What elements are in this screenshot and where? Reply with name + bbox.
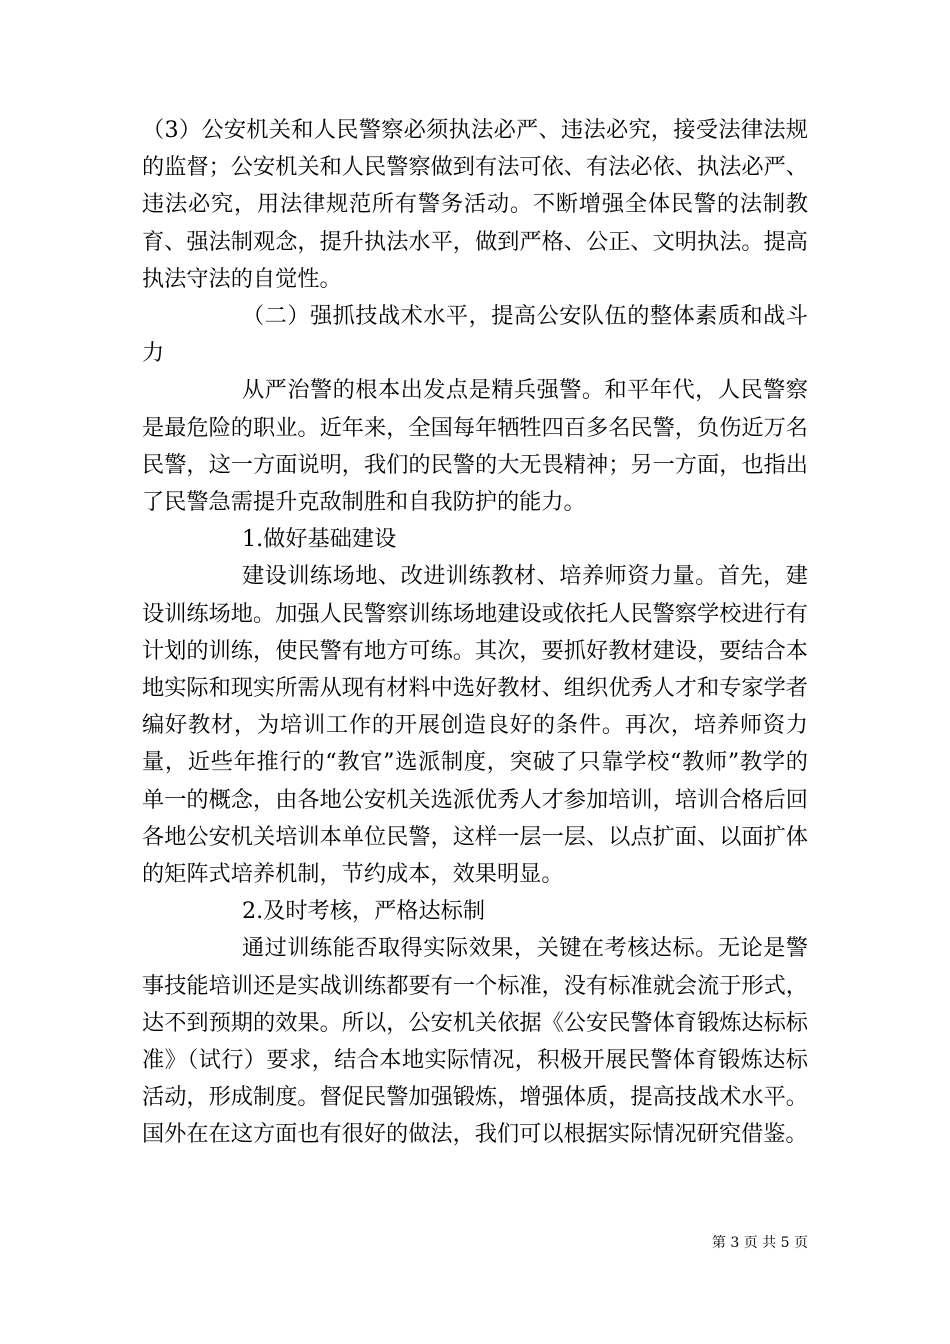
paragraph-elite-police: 从严治警的根本出发点是精兵强警。和平年代，人民警察是最危险的职业。近年来，全国每年牺牲四百多名民警，负伤近万名民警，这一方面说明，我们的民警的大无畏精神；另一方面，也指出了民警急需提升克敌制胜和自我防护的能力。 [142,377,808,516]
document-body [142,112,808,1154]
paragraph-training-facilities: 建设训练场地、改进训练教材、培养师资力量。首先，建设训练场地。加强人民警察训练场地建设或依托人民警察学校进行有计划的训练，使民警有地方可练。其次，要抓好教材建设，要结合本地实际和现实所需从现有材料中选好教材、组织优秀人才和专家学者编好教材，为培训工作的开展创造良好的条件。再次，培养师资力量，近些年推行的“教官”选派制度，突破了只靠学校“教师”教学的单一的概念，由各地公安机关选派优秀人才参加培训，培训合格后回各地公安机关培训本单位民警，这样一层一层、以点扩面、以面扩体的矩阵式培养机制，节约成本，效果明显。 [142,563,808,888]
paragraph-assessment-standards: 通过训练能否取得实际效果，关键在考核达标。无论是警事技能培训还是实战训练都要有一个标准，没有标准就会流于形式，达不到预期的效果。所以，公安机关依据《公安民警体育锻炼达标标准》（试行）要求，结合本地实际情况，积极开展民警体育锻炼达标活动，形成制度。督促民警加强锻炼，增强体质，提高技战术水平。国外在在这方面也有很好的做法，我们可以根据实际情况研究借鉴。 [142,935,808,1148]
subheading-foundation: 1.做好基础建设 [242,526,397,553]
section-heading-tactics: （二）强抓技战术水平，提高公安队伍的整体素质和战斗力 [142,303,808,367]
paragraph-law-enforcement: （3）公安机关和人民警察必须执法必严、违法必究，接受法律法规的监督；公安机关和人民警察做到有法可依、有法必依、执法必严、违法必究，用法律规范所有警务活动。不断增强全体民警的法制教育、强法制观念，提升执法水平，做到严格、公正、文明执法。提高执法守法的自觉性。 [142,117,808,292]
page-number-footer: 第 3 页 共 5 页 [711,1235,808,1251]
subheading-assessment: 2.及时考核，严格达标制 [242,898,486,925]
